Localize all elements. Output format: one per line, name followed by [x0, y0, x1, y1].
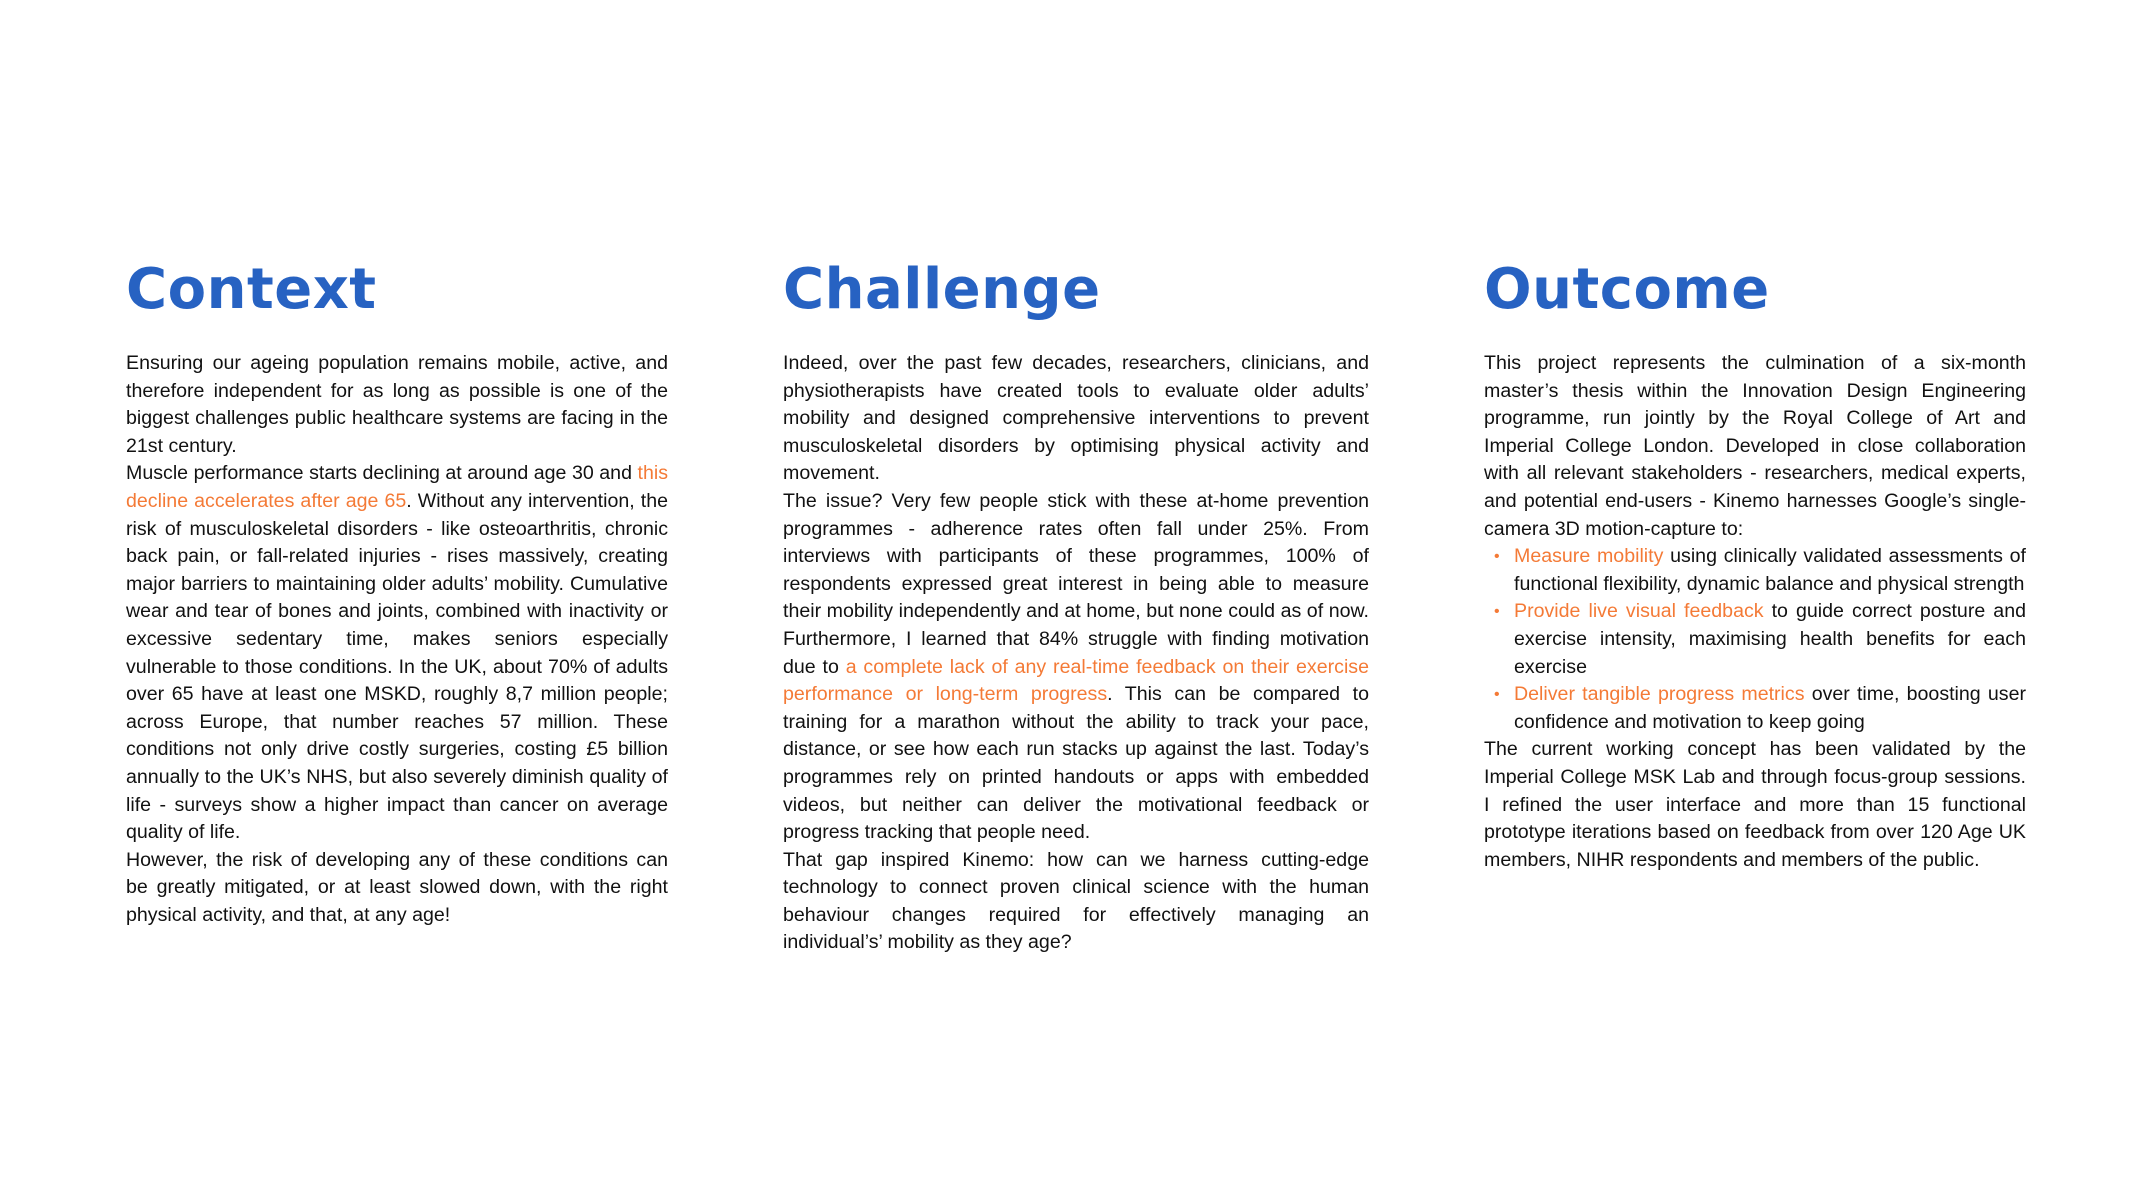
- context-paragraph-2-text: Muscle performance starts declining at around age 30 and: [126, 462, 638, 485]
- outcome-bullet-item: [1484, 543, 2026, 598]
- outcome-heading: Outcome: [1484, 257, 1770, 322]
- bullet-highlight: Deliver tangible progress metrics: [1514, 683, 1805, 706]
- challenge-paragraph-3: That gap inspired Kinemo: how can we harness cutting-edge technology to connect proven clinical science with the human behaviour changes required for effectively managing an individual’s’ mobility as they age?: [783, 848, 1369, 954]
- context-highlight: this decline accelerates after age 65: [126, 462, 668, 512]
- bullet-text: over time, boosting user confidence and motivation to keep going: [1514, 683, 2026, 733]
- context-section: [126, 250, 668, 929]
- bullet-highlight: Provide live visual feedback: [1514, 600, 1764, 623]
- challenge-paragraph-2: [783, 488, 1369, 847]
- bullet-text: to guide correct posture and exercise intensity, maximising health benefits for each exercise: [1514, 600, 2026, 678]
- context-paragraph-2-text-continued: . Without any intervention, the risk of musculoskeletal disorders - like osteoarthritis, chronic back pain, or fall-related injuries - rises massively, creating major barriers to maintaining older adults’ mobility. Cumulative wear and tear of bones and joints, combined with inactivity or excessive sedentary time, makes seniors especially vulnerable to those conditions. In the UK, about 70% of adults over 65 have at least one MSKD, roughly 8,7 million people; across Europe, that number reaches 57 million. These conditions not only drive costly surgeries, costing £5 billion annually to the UK’s NHS, but also severely diminish quality of life - surveys show a higher impact than cancer on average quality of life.: [126, 489, 668, 844]
- challenge-paragraph-2-text-continued: . This can be compared to training for a marathon without the ability to track your pace, distance, or see how each run stacks up against the last. Today’s programmes rely on printed handouts or apps with embedded videos, but neither can deliver the motivational feedback or progress tracking that people need.: [783, 683, 1369, 844]
- outcome-bullet-item: [1484, 598, 2026, 681]
- bullet-highlight: Measure mobility: [1514, 545, 1664, 568]
- challenge-heading: Challenge: [783, 257, 1101, 322]
- outcome-bullet-list: [1484, 543, 2026, 736]
- bullet-dot-icon: •: [1494, 548, 1500, 566]
- challenge-paragraph-1: Indeed, over the past few decades, researchers, clinicians, and physiotherapists have created tools to evaluate older adults’ mobility and designed comprehensive interventions to prevent musculoskeletal disorders by optimising physical activity and movement.: [783, 352, 1369, 485]
- challenge-section: [783, 250, 1369, 957]
- context-paragraph-2: [126, 460, 668, 846]
- bullet-dot-icon: •: [1494, 686, 1500, 704]
- outcome-section: [1484, 250, 2026, 874]
- context-heading: Context: [126, 257, 377, 322]
- bullet-dot-icon: •: [1494, 603, 1500, 621]
- context-paragraph-1: Ensuring our ageing population remains mobile, active, and therefore independent for as long as possible is one of the biggest challenges public healthcare systems are facing in the 21st century.: [126, 352, 668, 457]
- challenge-highlight: a complete lack of any real-time feedback on their exercise performance or long-term progress: [783, 655, 1369, 706]
- outcome-bullet-item: [1484, 681, 2026, 736]
- outcome-paragraph-1: This project represents the culmination of a six-month master’s thesis within the Innovation Design Engineering programme, run jointly by the Royal College of Art and Imperial College London. Developed in close collaboration with all relevant stakeholders - researchers, medical experts, and potential end-users - Kinemo harnesses Google’s single-camera 3D motion-capture to:: [1484, 352, 2026, 540]
- context-paragraph-3: However, the risk of developing any of these conditions can be greatly mitigated, or at least slowed down, with the right physical activity, and that, at any age!: [126, 848, 668, 926]
- bullet-text: using clinically validated assessments of functional flexibility, dynamic balance and physical strength: [1514, 545, 2026, 595]
- challenge-paragraph-2-text: The issue? Very few people stick with these at-home prevention programmes - adherence rates often fall under 25%. From interviews with participants of these programmes, 100% of respondents expressed great interest in being able to measure their mobility independently and at home, but none could as of now. Furthermore, I learned that 84% struggle with finding motivation due to: [783, 489, 1369, 678]
- outcome-paragraph-2: The current working concept has been validated by the Imperial College MSK Lab and through focus-group sessions. I refined the user interface and more than 15 functional prototype iterations based on feedback from over 120 Age UK members, NIHR respondents and members of the public.: [1484, 738, 2026, 871]
